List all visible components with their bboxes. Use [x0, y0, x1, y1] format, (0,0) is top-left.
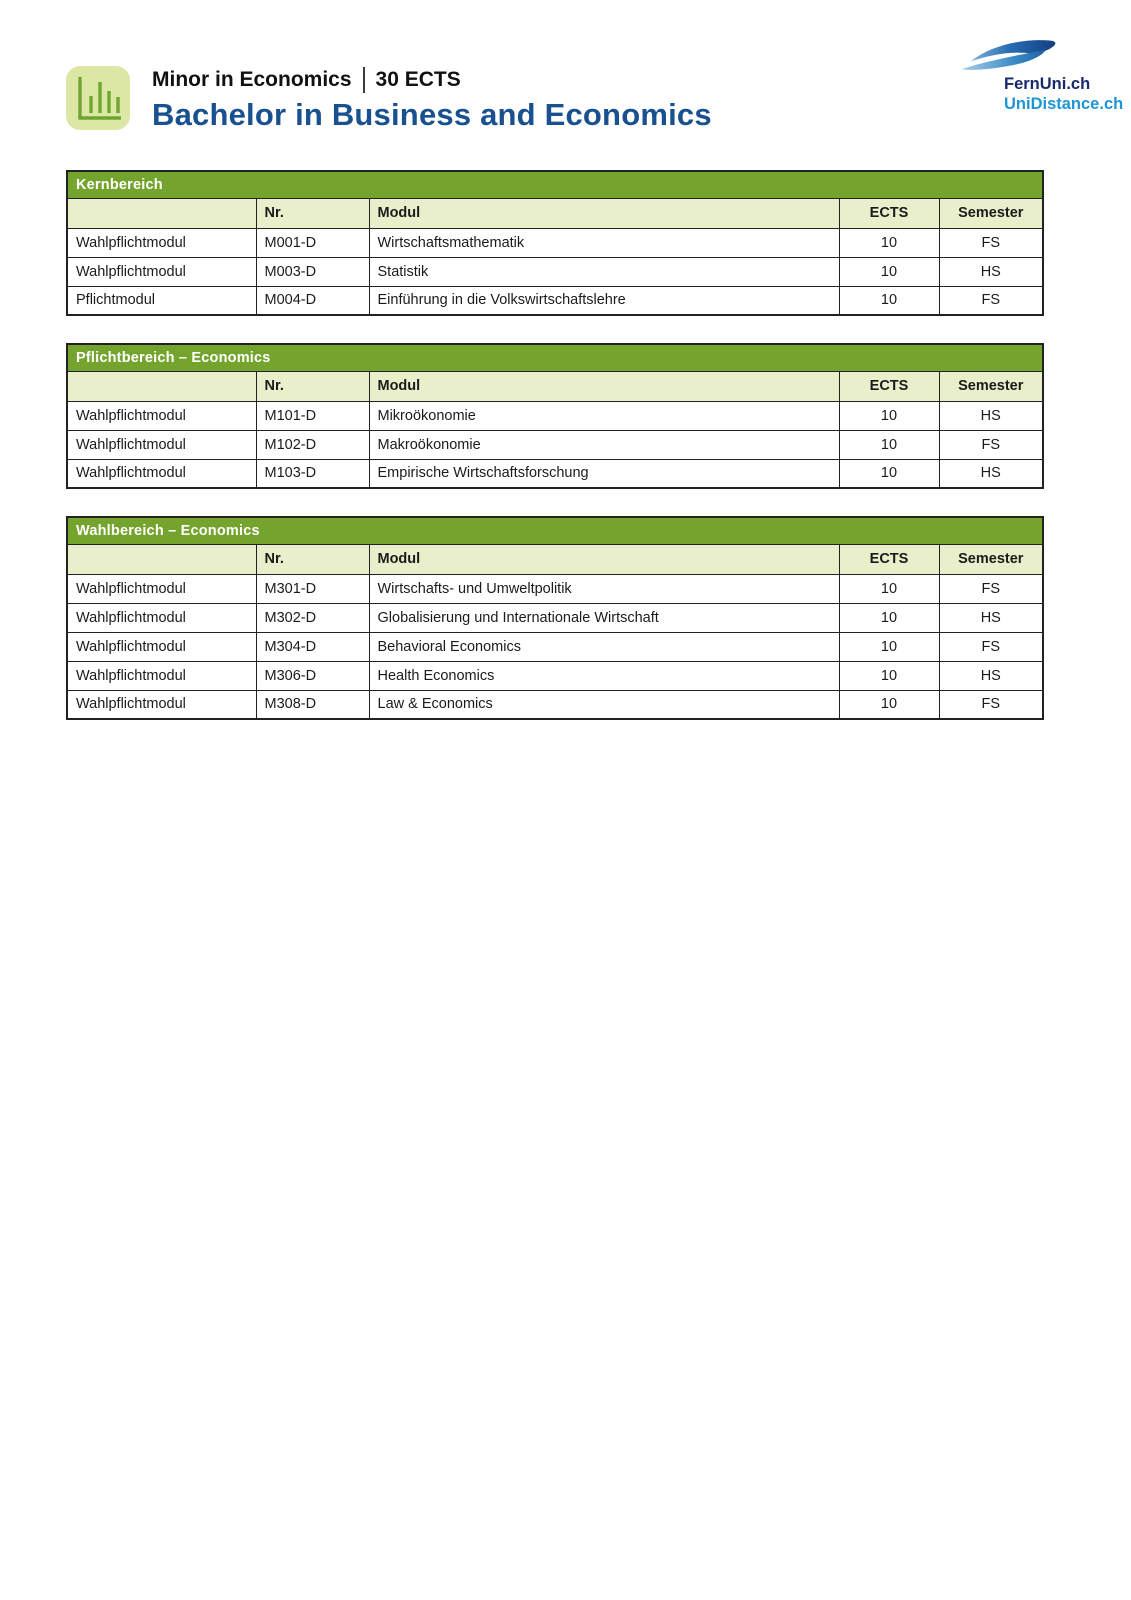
module-nr-cell: M301-D [256, 574, 369, 603]
table-row [67, 690, 1043, 719]
column-header: Semester [939, 544, 1043, 574]
ects-cell: 10 [839, 661, 939, 690]
bar-chart-icon [66, 66, 130, 130]
module-nr-cell: M308-D [256, 690, 369, 719]
ects-cell: 10 [839, 632, 939, 661]
table-row [67, 257, 1043, 286]
table-row [67, 574, 1043, 603]
logo-text-unidistance: UniDistance.ch [1004, 95, 1124, 113]
module-type-cell: Wahlpflichtmodul [67, 574, 256, 603]
page-header [66, 66, 1124, 132]
module-type-cell: Wahlpflichtmodul [67, 401, 256, 430]
semester-cell: FS [939, 632, 1043, 661]
column-header [67, 371, 256, 401]
module-name-cell: Makroökonomie [369, 430, 839, 459]
column-header: Modul [369, 371, 839, 401]
semester-cell: HS [939, 257, 1043, 286]
column-header: ECTS [839, 371, 939, 401]
ects-cell: 10 [839, 228, 939, 257]
column-header: Modul [369, 198, 839, 228]
module-nr-cell: M001-D [256, 228, 369, 257]
table-row [67, 661, 1043, 690]
column-header: ECTS [839, 198, 939, 228]
logo-text-fernuni: FernUni.ch [1004, 75, 1091, 93]
table-row [67, 632, 1043, 661]
column-header: Semester [939, 198, 1043, 228]
module-nr-cell: M003-D [256, 257, 369, 286]
column-header: Semester [939, 371, 1043, 401]
ects-cell: 10 [839, 459, 939, 488]
module-name-cell: Globalisierung und Internationale Wirtschaft [369, 603, 839, 632]
semester-cell: FS [939, 228, 1043, 257]
semester-cell: FS [939, 286, 1043, 315]
ects-cell: 10 [839, 286, 939, 315]
ects-cell: 10 [839, 430, 939, 459]
semester-cell: HS [939, 401, 1043, 430]
title-separator [363, 67, 365, 93]
semester-cell: FS [939, 430, 1043, 459]
semester-cell: HS [939, 661, 1043, 690]
module-name-cell: Behavioral Economics [369, 632, 839, 661]
column-header: Nr. [256, 371, 369, 401]
table-row [67, 401, 1043, 430]
section-band: Wahlbereich – Economics [67, 517, 1043, 544]
column-header [67, 544, 256, 574]
university-logo [1004, 38, 1123, 114]
table-row [67, 228, 1043, 257]
module-nr-cell: M302-D [256, 603, 369, 632]
page-title: Bachelor in Business and Economics [152, 97, 712, 132]
section-band: Pflichtbereich – Economics [67, 344, 1043, 371]
module-type-cell: Wahlpflichtmodul [67, 603, 256, 632]
ects-cell: 10 [839, 603, 939, 632]
swoosh-icon [960, 38, 1060, 74]
column-header: Nr. [256, 544, 369, 574]
module-nr-cell: M304-D [256, 632, 369, 661]
semester-cell: FS [939, 574, 1043, 603]
ects-cell: 10 [839, 574, 939, 603]
table-row [67, 430, 1043, 459]
module-name-cell: Statistik [369, 257, 839, 286]
module-name-cell: Mikroökonomie [369, 401, 839, 430]
module-name-cell: Empirische Wirtschaftsforschung [369, 459, 839, 488]
column-header [67, 198, 256, 228]
ects-cell: 10 [839, 257, 939, 286]
module-table [66, 516, 1044, 720]
semester-cell: HS [939, 459, 1043, 488]
subtitle-program: Minor in Economics [152, 68, 352, 91]
module-nr-cell: M103-D [256, 459, 369, 488]
module-type-cell: Pflichtmodul [67, 286, 256, 315]
subtitle [152, 66, 712, 94]
module-type-cell: Wahlpflichtmodul [67, 690, 256, 719]
module-type-cell: Wahlpflichtmodul [67, 430, 256, 459]
module-table [66, 343, 1044, 489]
module-type-cell: Wahlpflichtmodul [67, 661, 256, 690]
module-table [66, 170, 1044, 316]
module-nr-cell: M101-D [256, 401, 369, 430]
section-band: Kernbereich [67, 171, 1043, 198]
semester-cell: HS [939, 603, 1043, 632]
tables-root [66, 170, 1065, 720]
ects-cell: 10 [839, 401, 939, 430]
bar-chart-glyph [66, 66, 130, 130]
ects-cell: 10 [839, 690, 939, 719]
module-nr-cell: M004-D [256, 286, 369, 315]
module-type-cell: Wahlpflichtmodul [67, 459, 256, 488]
module-name-cell: Law & Economics [369, 690, 839, 719]
semester-cell: FS [939, 690, 1043, 719]
module-name-cell: Einführung in die Volkswirtschaftslehre [369, 286, 839, 315]
column-header: Modul [369, 544, 839, 574]
module-type-cell: Wahlpflichtmodul [67, 228, 256, 257]
module-name-cell: Wirtschaftsmathematik [369, 228, 839, 257]
title-block [152, 66, 712, 133]
module-name-cell: Health Economics [369, 661, 839, 690]
module-type-cell: Wahlpflichtmodul [67, 632, 256, 661]
column-header: Nr. [256, 198, 369, 228]
module-nr-cell: M102-D [256, 430, 369, 459]
column-header: ECTS [839, 544, 939, 574]
table-row [67, 459, 1043, 488]
table-row [67, 286, 1043, 315]
module-name-cell: Wirtschafts- und Umweltpolitik [369, 574, 839, 603]
module-type-cell: Wahlpflichtmodul [67, 257, 256, 286]
table-row [67, 603, 1043, 632]
module-nr-cell: M306-D [256, 661, 369, 690]
subtitle-ects: 30 ECTS [375, 68, 461, 91]
